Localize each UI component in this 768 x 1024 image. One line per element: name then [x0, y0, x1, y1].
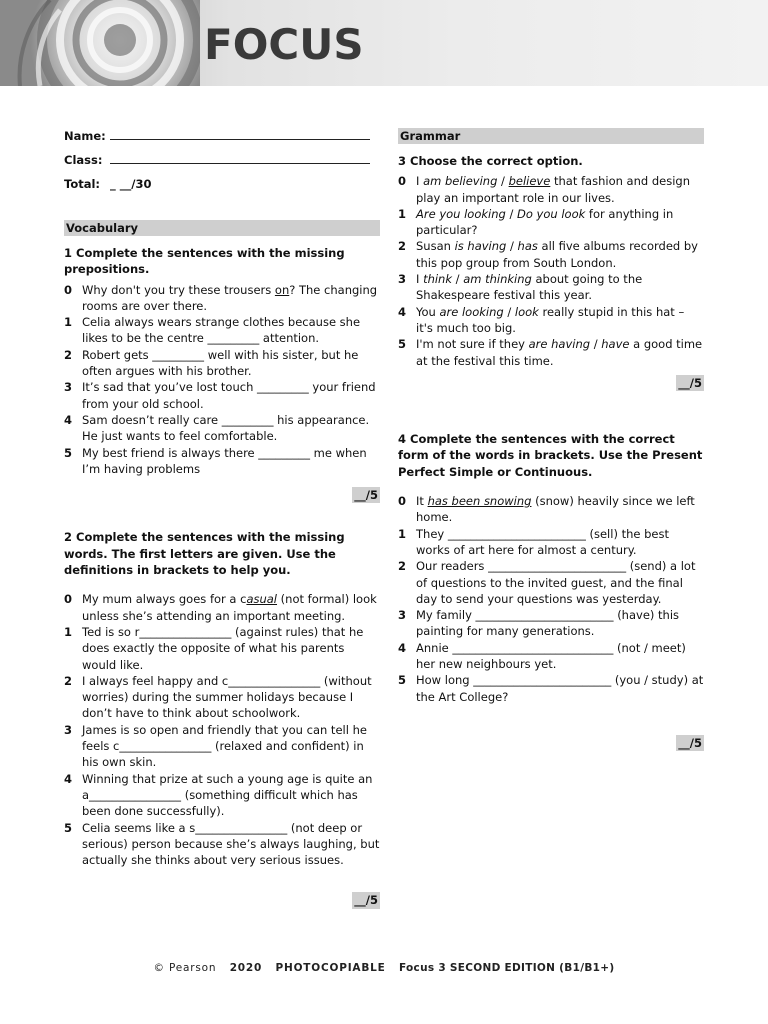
- task1-score: __/5: [354, 488, 378, 503]
- item-text: My best friend is always there _________ me when I’m having problems: [82, 445, 367, 476]
- exercise-item[interactable]: [64, 412, 380, 445]
- exercise-item[interactable]: [64, 445, 380, 478]
- exercise-item[interactable]: [64, 314, 380, 347]
- exercise-item[interactable]: [64, 591, 380, 624]
- name-field[interactable]: [64, 128, 380, 152]
- item-number: 3: [64, 380, 73, 395]
- total-label: Total:: [64, 177, 101, 191]
- item-number: 1: [64, 315, 73, 330]
- item-number: 1: [64, 624, 73, 639]
- exercise-item[interactable]: [64, 282, 380, 315]
- item-text: Why don't you try these trousers on? The changing rooms are over there.: [82, 282, 378, 313]
- name-label: Name:: [64, 129, 106, 143]
- task2-instruction: 2 Complete the sentences with the missing words. The first letters are given. Use the definitions in brackets to help you.: [64, 530, 345, 578]
- class-field[interactable]: [64, 152, 380, 176]
- item-text: Our readers ________________________ (send) a lot of questions to the invited guest, and the final day to send your questions was yesterday.: [416, 559, 696, 606]
- exercise-item[interactable]: [398, 526, 704, 559]
- item-number: 1: [398, 206, 407, 221]
- footer-photocopiable: PHOTOCOPIABLE: [275, 962, 386, 974]
- exercise-item[interactable]: [398, 558, 704, 607]
- task3-score: __/5: [678, 375, 702, 390]
- exercise-item[interactable]: [64, 624, 380, 673]
- item-number: 0: [64, 592, 73, 607]
- item-number: 0: [64, 282, 73, 297]
- task3-instruction: 3 Choose the correct option.: [398, 154, 583, 168]
- task3-list: [398, 173, 704, 369]
- exercise-item[interactable]: [398, 640, 704, 673]
- item-number: 2: [398, 239, 407, 254]
- item-text: Annie ____________________________ (not / meet) her new neighbours yet.: [416, 640, 686, 672]
- item-text: I'm not sure if they are having / have a good time at the festival this time.: [416, 337, 703, 368]
- exercise-item[interactable]: [398, 271, 704, 304]
- item-number: 0: [398, 174, 407, 189]
- item-text: My family ________________________ (have) this painting for many generations.: [416, 608, 680, 639]
- footer-year: 2020: [229, 962, 263, 974]
- exercise-item[interactable]: [398, 672, 704, 705]
- task2-score: __/5: [354, 893, 378, 908]
- exercise-item[interactable]: [398, 206, 704, 239]
- exercise-item[interactable]: [398, 607, 704, 640]
- task2-list: [64, 591, 380, 868]
- item-text: Susan is having / has all five albums recorded by this pop group from South London.: [416, 239, 698, 270]
- item-text: Sam doesn’t really care _________ his appearance. He just wants to feel comfortable.: [82, 412, 370, 444]
- item-number: 5: [64, 820, 73, 835]
- item-text: Robert gets _________ well with his sister, but he often argues with his brother.: [82, 347, 359, 379]
- item-number: 4: [398, 640, 407, 655]
- item-number: 4: [398, 304, 407, 319]
- brand-title: FOCUS: [204, 20, 364, 69]
- right-column: [398, 128, 704, 751]
- item-text: James is so open and friendly that you can tell he feels c________________ (relaxed and confident) in his own skin.: [82, 722, 367, 770]
- exercise-item[interactable]: [64, 347, 380, 380]
- exercise-item[interactable]: [64, 379, 380, 412]
- task4-list: [398, 493, 704, 705]
- item-text: I am believing / believe that fashion and design play an important role in our lives.: [416, 174, 690, 205]
- item-text: It has been snowing (snow) heavily since we left home.: [416, 494, 695, 525]
- item-number: 3: [398, 272, 407, 287]
- exercise-item[interactable]: [64, 771, 380, 820]
- item-text: Are you looking / Do you look for anything in particular?: [416, 206, 674, 238]
- item-text: They ________________________ (sell) the best works of art here for almost a century.: [416, 526, 669, 557]
- item-text: How long ________________________ (you / study) at the Art College?: [416, 673, 704, 704]
- vocabulary-heading: Vocabulary: [64, 220, 380, 236]
- item-text: Ted is so r________________ (against rules) that he does exactly the opposite of what his parents would like.: [82, 624, 364, 672]
- exercise-item[interactable]: [64, 820, 380, 869]
- exercise-item[interactable]: [64, 722, 380, 771]
- item-number: 3: [64, 722, 73, 737]
- name-line[interactable]: [110, 129, 370, 140]
- exercise-item[interactable]: [398, 493, 704, 526]
- item-text: Celia seems like a s________________ (not deep or serious) person because she’s always laughing, but actually she thinks about very serious issues.: [82, 820, 380, 868]
- focus-logo-icon: [0, 0, 200, 86]
- item-number: 3: [398, 608, 407, 623]
- item-number: 4: [64, 771, 73, 786]
- item-text: My mum always goes for a casual (not formal) look unless she’s attending an important meeting.: [82, 592, 377, 623]
- item-number: 5: [398, 673, 407, 688]
- task4-score: __/5: [678, 735, 702, 750]
- task4-instruction: 4 Complete the sentences with the correct form of the words in brackets. Use the Present Perfect Simple or Continuous.: [398, 432, 703, 479]
- task1-list: [64, 282, 380, 478]
- page-footer: [0, 962, 768, 974]
- exercise-item[interactable]: [398, 336, 704, 369]
- item-number: 5: [398, 337, 407, 352]
- item-number: 2: [64, 673, 73, 688]
- grammar-heading: Grammar: [398, 128, 704, 144]
- item-number: 0: [398, 494, 407, 509]
- item-text: Celia always wears strange clothes because she likes to be the centre _________ attention.: [82, 315, 361, 346]
- exercise-item[interactable]: [398, 173, 704, 206]
- exercise-item[interactable]: [398, 304, 704, 337]
- item-number: 2: [398, 559, 407, 574]
- item-text: Winning that prize at such a young age is quite an a________________ (something difficult which has been done successfully).: [82, 771, 373, 819]
- item-number: 4: [64, 412, 73, 427]
- class-label: Class:: [64, 153, 103, 167]
- task1-instruction: 1 Complete the sentences with the missing prepositions.: [64, 246, 345, 277]
- page-header: [0, 0, 768, 86]
- exercise-item[interactable]: [398, 238, 704, 271]
- item-text: I think / am thinking about going to the Shakespeare festival this year.: [416, 272, 643, 303]
- item-text: It’s sad that you’ve lost touch _________ your friend from your old school.: [82, 380, 376, 411]
- total-field: [64, 176, 380, 200]
- item-text: You are looking / look really stupid in this hat – it's much too big.: [416, 304, 685, 335]
- footer-edition: Focus 3 SECOND EDITION (B1/B1+): [399, 962, 615, 974]
- item-number: 2: [64, 347, 73, 362]
- total-value: _ __/30: [110, 177, 152, 191]
- left-column: [64, 128, 380, 909]
- exercise-item[interactable]: [64, 673, 380, 722]
- footer-copyright: © Pearson: [153, 962, 217, 974]
- item-text: I always feel happy and c________________ (without worries) during the summer holidays because I don’t have to think about schoolwork.: [82, 673, 372, 721]
- class-line[interactable]: [110, 153, 370, 164]
- item-number: 5: [64, 445, 73, 460]
- item-number: 1: [398, 526, 407, 541]
